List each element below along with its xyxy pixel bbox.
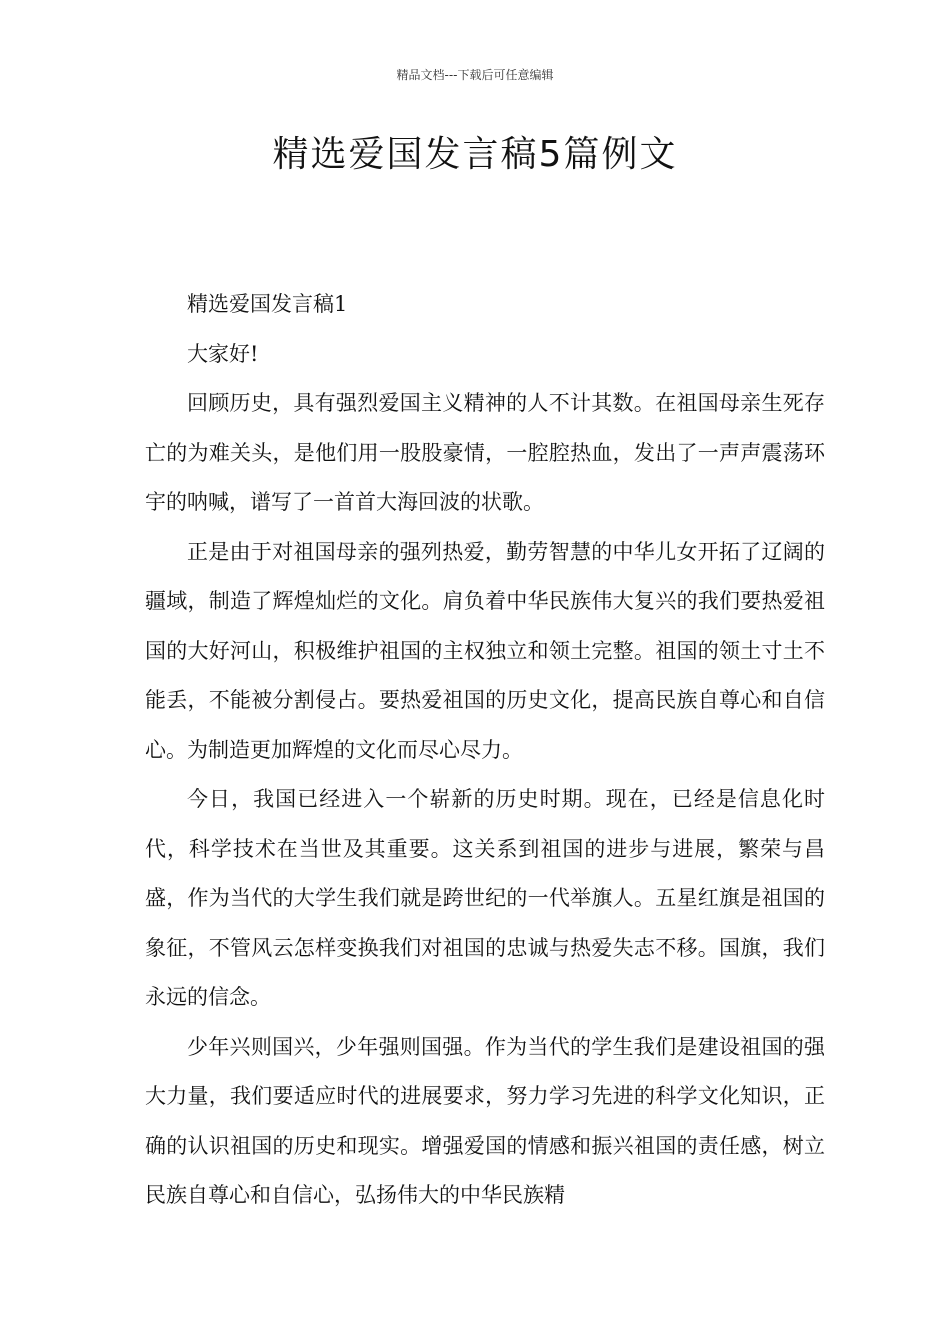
paragraph: 回顾历史，具有强烈爱国主义精神的人不计其数。在祖国母亲生死存亡的为难关头，是他们用一股股豪情，一腔腔热血，发出了一声声震荡环宇的呐喊，谱写了一首首大海回波的状歌。 — [145, 391, 825, 514]
document-title: 精选爱国发言稿5篇例文 — [272, 134, 678, 175]
header-note: 精品文档---下载后可任意编辑 — [396, 68, 554, 82]
section-heading: 精选爱国发言稿1 — [187, 292, 348, 316]
paragraph: 今日，我国已经进入一个崭新的历史时期。现在，已经是信息化时代，科学技术在当世及其重要。这关系到祖国的进步与进展，繁荣与昌盛，作为当代的大学生我们就是跨世纪的一代举旗人。五星红旗是祖国的象征，不管风云怎样变换我们对祖国的忠诚与热爱失志不移。国旗，我们永远的信念。 — [145, 787, 825, 1009]
paragraph: 正是由于对祖国母亲的强列热爱，勤劳智慧的中华儿女开拓了辽阔的疆域，制造了辉煌灿烂的文化。肩负着中华民族伟大复兴的我们要热爱祖国的大好河山，积极维护祖国的主权独立和领土完整。祖国的领土寸土不能丢，不能被分割侵占。要热爱祖国的历史文化，提高民族自尊心和自信心。为制造更加辉煌的文化而尽心尽力。 — [145, 539, 825, 762]
document-body — [145, 280, 825, 1221]
paragraph: 少年兴则国兴，少年强则国强。作为当代的学生我们是建设祖国的强大力量，我们要适应时代的进展要求，努力学习先进的科学文化知识，正确的认识祖国的历史和现实。增强爱国的情感和振兴祖国的责任感，树立民族自尊心和自信心，弘扬伟大的中华民族精 — [145, 1034, 825, 1207]
greeting: 大家好! — [187, 341, 259, 366]
